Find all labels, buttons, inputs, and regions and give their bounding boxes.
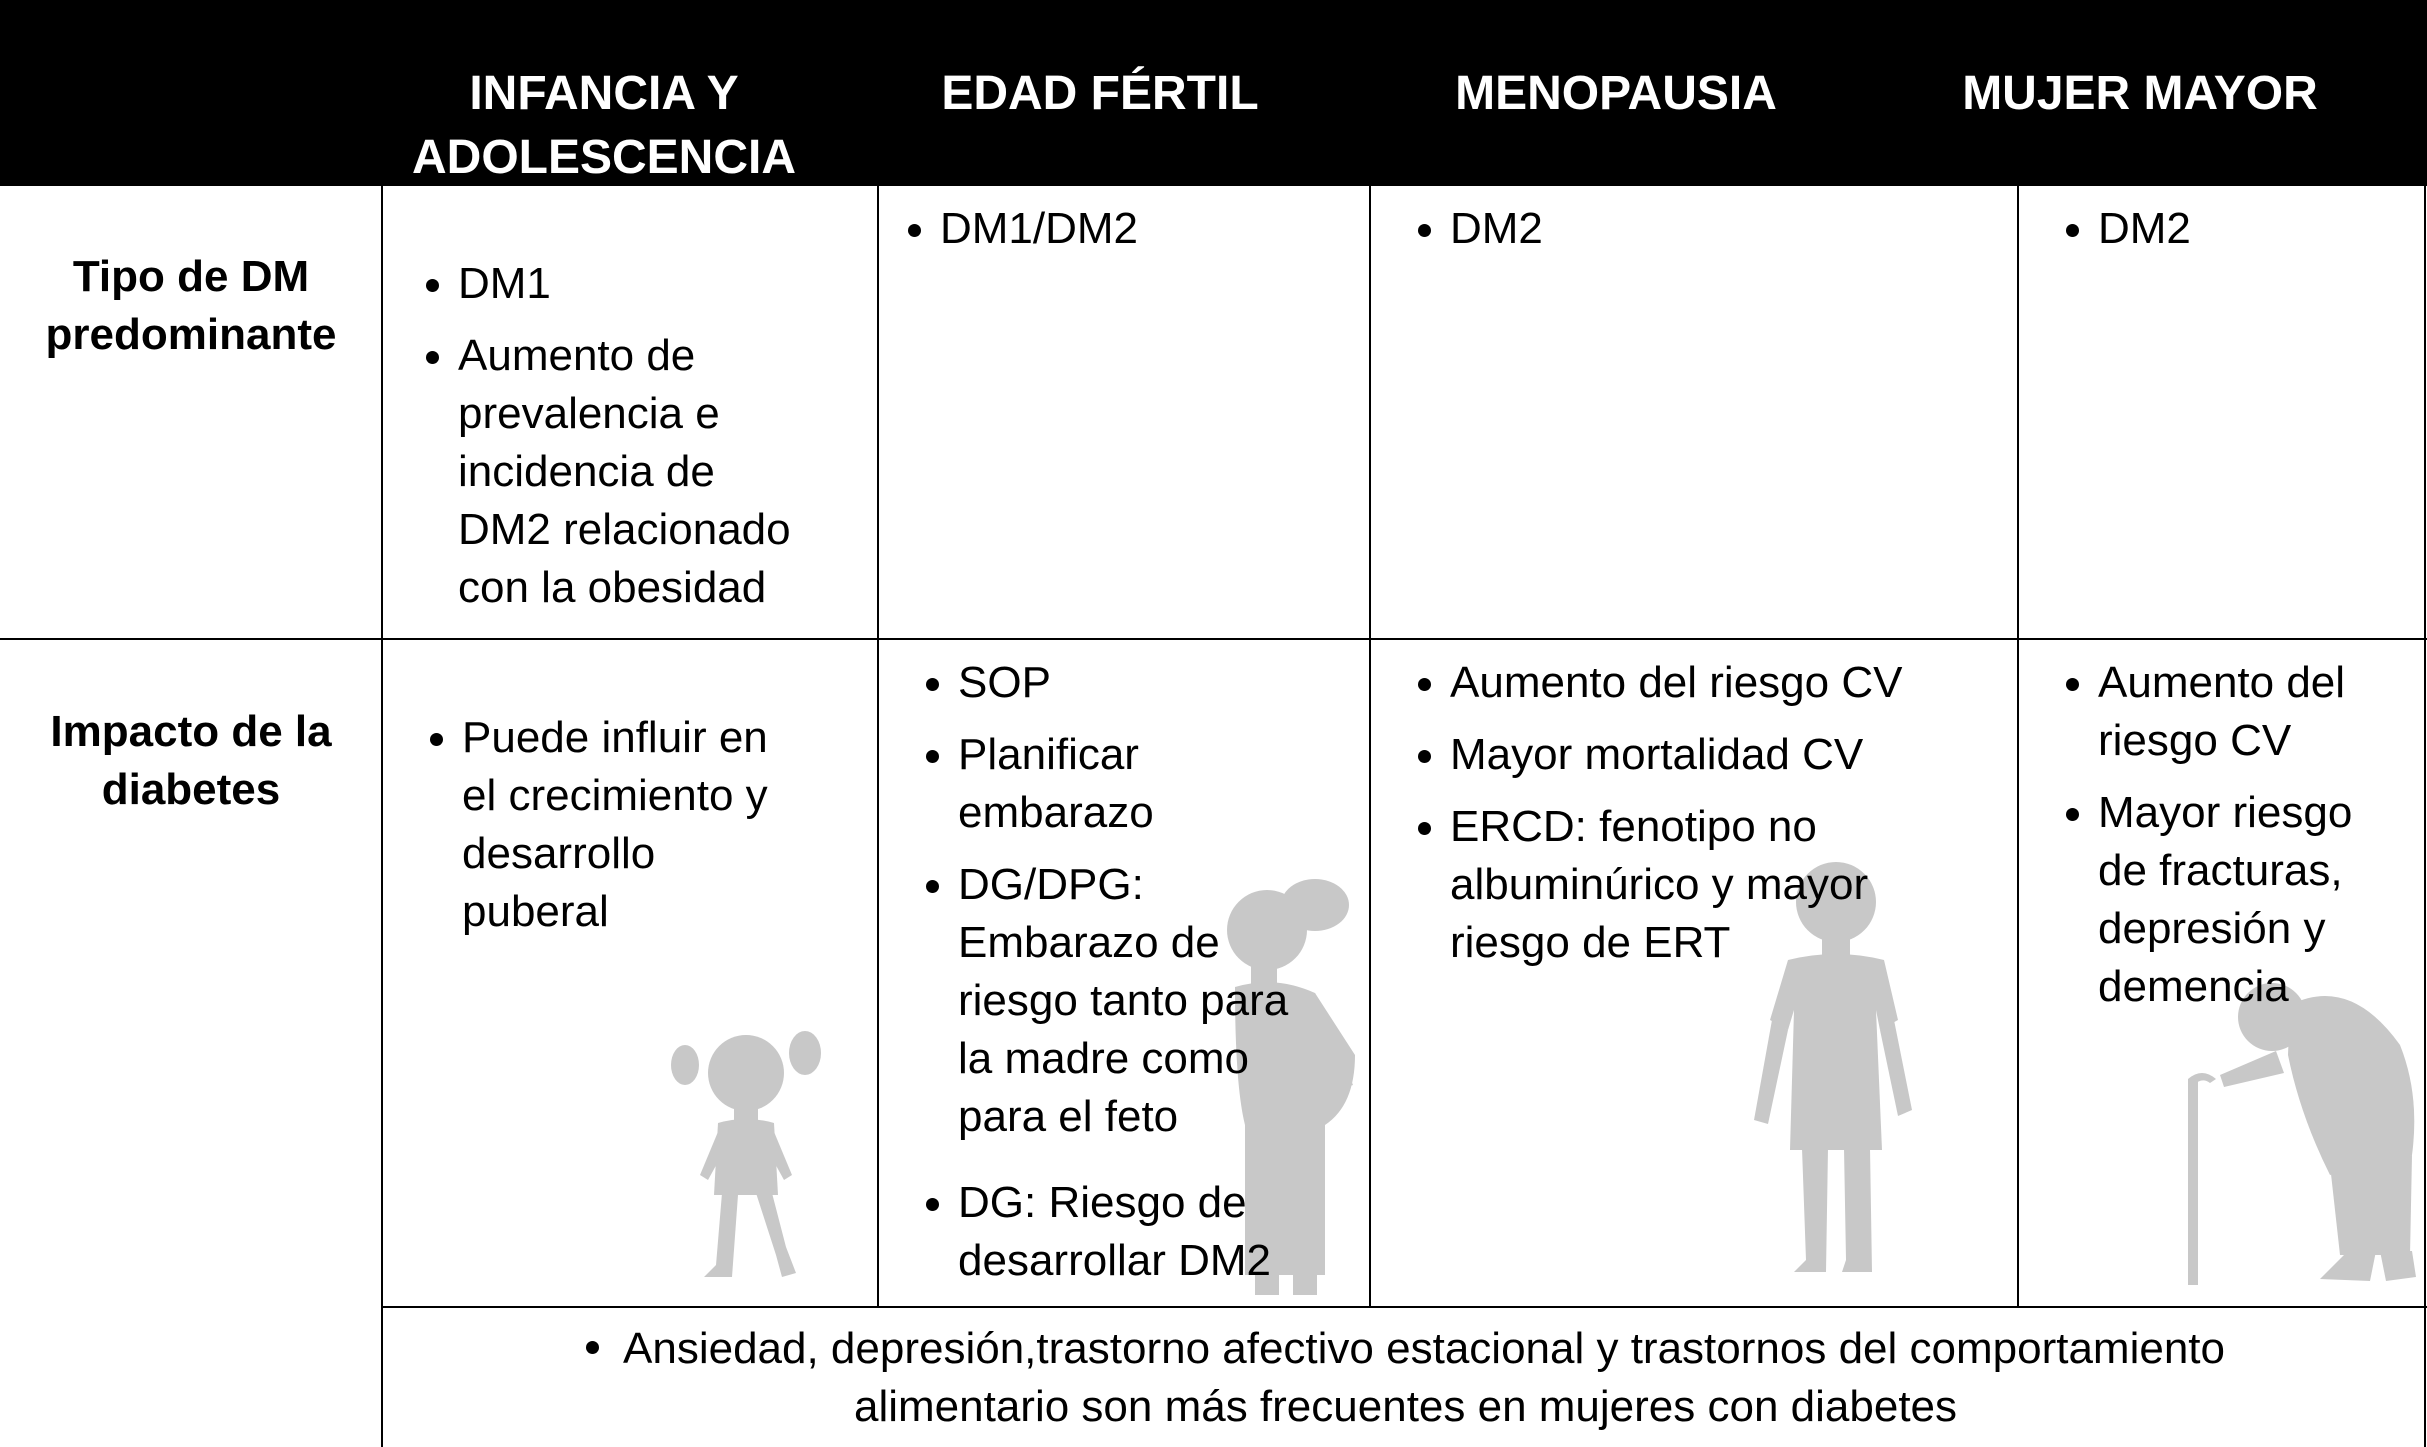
column-header-menopausia: MENOPAUSIA bbox=[1455, 67, 1777, 120]
cell-impacto-fertil bbox=[920, 654, 1360, 1304]
list-item: DG: Riesgo de desarrollar DM2 bbox=[920, 1174, 1360, 1290]
list-item: SOP bbox=[920, 654, 1360, 712]
grid-line-h1 bbox=[0, 638, 2427, 640]
list-item: Aumento del riesgo CV bbox=[2060, 654, 2422, 770]
cell-impacto-menopausia bbox=[1412, 654, 2012, 986]
footer-note-text: Ansiedad, depresión,trastorno afectivo estacional y trastornos del comportamiento alimentario son más frecuentes en mujeres con diabetes bbox=[623, 1324, 2225, 1431]
cell-impacto-infancia bbox=[424, 709, 874, 955]
list-item: DM2 bbox=[1412, 200, 2012, 258]
list-item: DM1 bbox=[420, 255, 870, 313]
list-item: Mayor riesgo de fracturas, depresión y demencia bbox=[2060, 784, 2422, 1016]
column-header-infancia: INFANCIA Y ADOLESCENCIA bbox=[411, 67, 797, 184]
grid-line-right bbox=[2424, 186, 2426, 1447]
grid-line-h2 bbox=[381, 1306, 2427, 1308]
girl-silhouette-icon bbox=[670, 1015, 830, 1285]
row-label-impacto: Impacto de la diabetes bbox=[50, 707, 332, 814]
footer-note bbox=[384, 1320, 2427, 1436]
list-item: Aumento de prevalencia e incidencia de DM2 relacionado con la obesidad bbox=[420, 327, 870, 617]
grid-line-v4 bbox=[2017, 186, 2019, 1308]
bullet-icon bbox=[586, 1341, 599, 1354]
list-item: DG/DPG: Embarazo de riesgo tanto para la madre como para el feto bbox=[920, 856, 1360, 1146]
column-header-mujer-mayor: MUJER MAYOR bbox=[1962, 67, 2318, 120]
list-item: Mayor mortalidad CV bbox=[1412, 726, 2012, 784]
cell-tipo-infancia bbox=[420, 255, 870, 631]
list-item: DM1/DM2 bbox=[902, 200, 1372, 258]
column-header-edad-fertil: EDAD FÉRTIL bbox=[941, 67, 1259, 120]
cell-tipo-fertil bbox=[902, 200, 1372, 272]
cell-tipo-menopausia bbox=[1412, 200, 2012, 272]
list-item: ERCD: fenotipo no albuminúrico y mayor riesgo de ERT bbox=[1412, 798, 2012, 972]
cell-impacto-mayor bbox=[2060, 654, 2422, 1030]
list-item: DM2 bbox=[2060, 200, 2420, 258]
list-item: Planificar embarazo bbox=[920, 726, 1360, 842]
list-item: Aumento del riesgo CV bbox=[1412, 654, 2012, 712]
grid-line-v3 bbox=[1369, 186, 1371, 1308]
list-item: Puede influir en el crecimiento y desarrollo puberal bbox=[424, 709, 874, 941]
cell-tipo-mayor bbox=[2060, 200, 2420, 272]
row-label-tipo-dm: Tipo de DM predominante bbox=[45, 252, 337, 359]
table-header bbox=[0, 0, 2427, 186]
grid-line-v2 bbox=[877, 186, 879, 1308]
